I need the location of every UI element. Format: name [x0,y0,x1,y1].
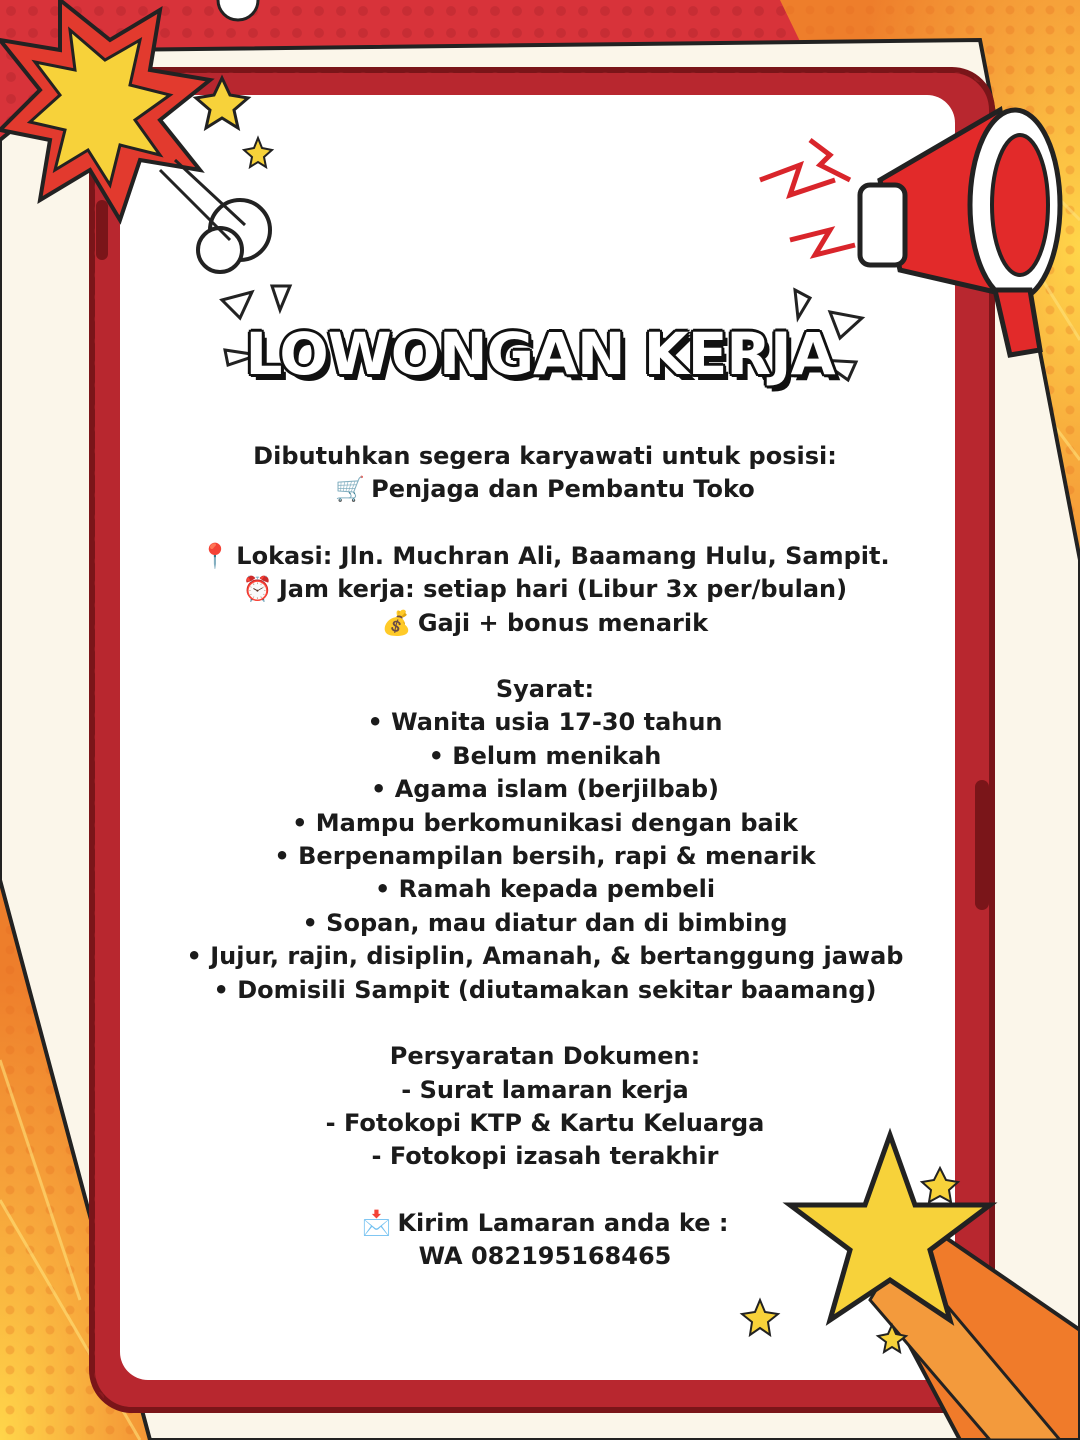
hours-line [130,573,960,606]
location-text: Lokasi: Jln. Muchran Ali, Baamang Hulu, Sampit. [236,541,890,570]
shopping-cart-icon: 🛒 [335,475,366,504]
requirement-item: • Domisili Sampit (diutamakan sekitar baamang) [213,975,877,1004]
send-line [130,1207,960,1240]
requirement-item: • Belum menikah [428,741,662,770]
document-item: - Surat lamaran kerja [401,1075,689,1104]
send-label: Kirim Lamaran anda ke : [397,1208,729,1237]
hours-text: Jam kerja: setiap hari (Libur 3x per/bulan) [278,575,848,604]
position-line [130,473,960,506]
alarm-clock-icon: ⏰ [242,575,273,604]
intro-text: Dibutuhkan segera karyawati untuk posisi: [253,442,837,470]
job-details [130,440,960,1274]
requirement-item: • Berpenampilan bersih, rapi & menarik [274,842,816,871]
location-line [130,540,960,573]
requirements-title: Syarat: [495,675,595,704]
salary-line [130,607,960,640]
page-title: LOWONGAN KERJA [245,320,835,388]
requirement-item: • Mampu berkomunikasi dengan baik [292,808,798,837]
documents-title: Persyaratan Dokumen: [389,1042,701,1071]
whatsapp-number[interactable]: WA 082195168465 [418,1242,672,1271]
document-item: - Fotokopi KTP & Kartu Keluarga [325,1108,765,1137]
requirement-item: • Jujur, rajin, disiplin, Amanah, & bertanggung jawab [186,942,904,971]
salary-text: Gaji + bonus menarik [417,608,709,637]
money-bag-icon: 💰 [381,608,412,637]
document-item: - Fotokopi izasah terakhir [371,1142,719,1171]
position-text: Penjaga dan Pembantu Toko [371,475,755,504]
location-pin-icon: 📍 [200,541,231,570]
requirement-item: • Agama islam (berjilbab) [371,775,719,804]
requirement-item: • Ramah kepada pembeli [374,875,716,904]
requirement-item: • Sopan, mau diatur dan di bimbing [302,908,788,937]
requirement-item: • Wanita usia 17-30 tahun [367,708,723,737]
envelope-icon: 📩 [361,1208,392,1237]
